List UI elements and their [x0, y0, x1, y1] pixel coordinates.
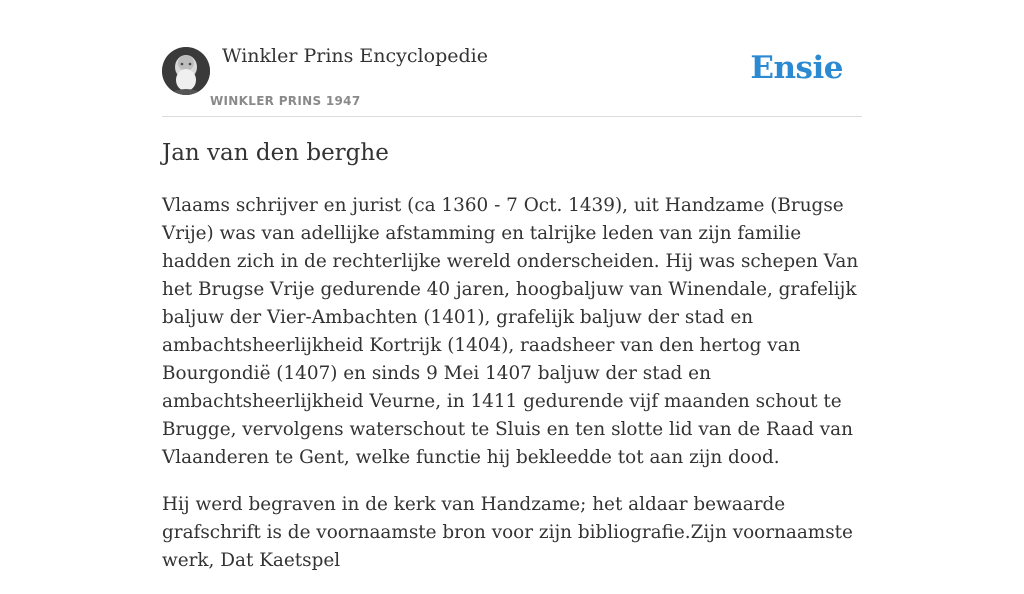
- ensie-logo[interactable]: Ensie: [750, 50, 843, 86]
- article-title: Jan van den berghe: [162, 140, 389, 166]
- source-title[interactable]: Winkler Prins Encyclopedie: [222, 45, 488, 67]
- portrait-avatar[interactable]: [162, 47, 210, 95]
- article-paragraph: Vlaams schrijver en jurist (ca 1360 - 7 Oct. 1439), uit Handzame (Brugse Vrije) was van adellijke afstamming en talrijke leden van zijn familie hadden zich in de rechterlijke wereld onderscheiden. Hij was schepen Van het Brugse Vrije gedurende 40 jaren, hoogbaljuw van Winendale, grafelijk baljuw der Vier-Ambachten (1401), grafelijk baljuw der stad en ambachtsheerlijkheid Kortrijk (1404), raadsheer van den hertog van Bourgondië (1407) en sinds 9 Mei 1407 baljuw der stad en ambachtsheerlijkheid Veurne, in 1411 gedurende vijf maanden schout te Brugge, vervolgens waterschout te Sluis en ten slotte lid van de Raad van Vlaanderen te Gent, welke functie hij bekleedde tot aan zijn dood.: [162, 195, 859, 468]
- source-header: [162, 0, 862, 117]
- portrait-icon: [162, 47, 210, 95]
- article-body: [162, 192, 862, 594]
- article-paragraph: Hij werd begraven in de kerk van Handzame; het aldaar bewaarde grafschrift is de voornaamste bron voor zijn bibliografie.Zijn voornaamste werk, Dat Kaetspel: [162, 494, 853, 571]
- source-subtitle[interactable]: WINKLER PRINS 1947: [210, 94, 361, 108]
- page-container: [162, 0, 862, 571]
